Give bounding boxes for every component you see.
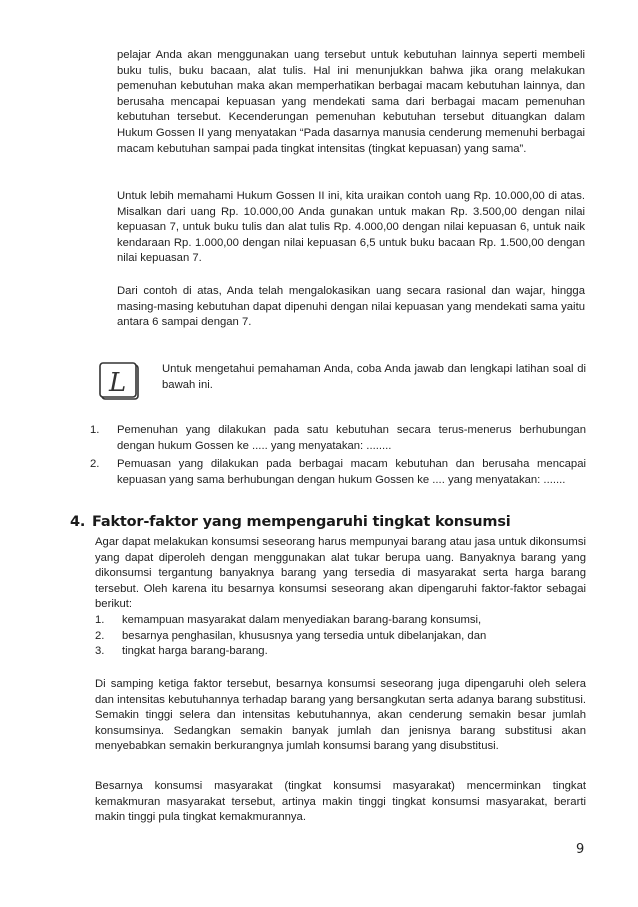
conclusion-block: [117, 284, 585, 331]
paragraph-conclusion: Dari contoh di atas, Anda telah mengalokasikan uang secara rasional dan wajar, hingga masing-masing kebutuhan dapat dipenuhi dengan nilai kepuasan yang mendekati sama yaitu antara 6 sampai dengan 7.: [117, 285, 585, 329]
section-title: Faktor-faktor yang mempengaruhi tingkat konsumsi: [92, 514, 511, 530]
factor-number: 3.: [95, 645, 105, 658]
factor-number: 1.: [95, 613, 105, 626]
section-paragraph-intro: Agar dapat melakukan konsumsi seseorang harus mempunyai barang atau jasa untuk dikonsumsi yang dapat diperoleh dengan menggunakan alat tukar berupa uang. Banyaknya barang yang dikonsumsi tergantung banyaknya barang yang tersedia di masyarakat serta harga barang tersebut. Oleh karena itu besarnya konsumsi seseorang akan dipengaruhi faktor-faktor sebagai berikut:: [95, 536, 586, 611]
question-text: Pemenuhan yang dilakukan pada satu kebutuhan secara terus-menerus berhubungan dengan hukum Gossen ke ..... yang menyatakan: ........: [117, 424, 586, 452]
section-closing-block: [95, 779, 586, 826]
question-number: 1.: [90, 424, 100, 436]
factor-text: tingkat harga barang-barang.: [122, 645, 268, 658]
factor-list-item: [95, 613, 586, 629]
factor-number: 2.: [95, 629, 105, 642]
factor-text: besarnya penghasilan, khususnya yang tersedia untuk dibelanjakan, dan: [122, 629, 487, 642]
section-paragraph-substitution: Di samping ketiga faktor tersebut, besarnya konsumsi seseorang juga dipengaruhi oleh selera dan intensitas kebutuhannya terhadap barang yang bersangkutan serta adanya barang substitusi. Semakin tinggi selera dan intensitas kebutuhannya, akan cenderung semakin besar jumlah konsumsinya. Sedangkan semakin banyak jumlah dan jenisnya barang substitusi akan menyebabkan semakin berkurangnya jumlah konsumsi barang yang disubstitusi.: [95, 678, 586, 753]
exercise-questions: [90, 423, 586, 491]
top-text-block: [117, 48, 585, 157]
example-block: [117, 189, 585, 267]
factor-list-item: [95, 629, 586, 645]
question-number: 2.: [90, 458, 100, 471]
question-text: Pemuasan yang dilakukan pada berbagai macam kebutuhan dan berusaha mencapai kepuasan yang sama berhubungan dengan hukum Gossen ke .... yang menyatakan: .......: [117, 458, 586, 486]
section-number: 4.: [70, 514, 86, 530]
page-number: 9: [576, 842, 585, 857]
section-heading: [70, 514, 511, 530]
question-item: [90, 423, 586, 454]
paragraph-example: Untuk lebih memahami Hukum Gossen II ini, kita uraikan contoh uang Rp. 10.000,00 di atas. Misalkan dari uang Rp. 10.000,00 Anda gunakan untuk makan Rp. 3.500,00 dengan nilai kepuasan 7, untuk buku tulis dan alat tulis Rp. 4.000,00 dengan nilai kepuasan 6, untuk naik kendaraan Rp. 1.000,00 dengan nilai kepuasan 6,5 untuk buku bacaan Rp. 1.500,00 dengan nilai kepuasan 7.: [117, 190, 585, 265]
exercise-intro: Untuk mengetahui pemahaman Anda, coba Anda jawab dan lengkapi latihan soal di bawah ini.: [162, 363, 586, 391]
factor-list-item: [95, 644, 586, 660]
svg-text:L: L: [109, 368, 127, 398]
paragraph-gossen-ii: pelajar Anda akan menggunakan uang tersebut untuk kebutuhan lainnya seperti membeli buku tulis, buku bacaan, alat tulis. Hal ini menunjukkan bahwa jika orang melakukan pemenuhan kebutuhan maka akan memperhatikan berbagai macam kebutuhan lainnya, dan berusaha mencapai kepuasan yang mendekati sama dari berbagai macam pemenuhan kebutuhan tersebut. Kecenderungan pemenuhan kebutuhan tersebut dituangkan dalam Hukum Gossen II yang menyatakan “Pada dasarnya manusia cenderung memenuhi berbagai macam kebutuhan sampai pada tingkat intensitas (tingkat kepuasan) yang sama”.: [117, 49, 585, 155]
question-item: [90, 457, 586, 488]
section-body: [95, 535, 586, 660]
factor-text: kemampuan masyarakat dalam menyediakan barang-barang konsumsi,: [122, 613, 482, 626]
exercise-pen-icon: [98, 360, 142, 402]
section-paragraph-block: [95, 677, 586, 755]
section-paragraph-prosperity: Besarnya konsumsi masyarakat (tingkat konsumsi masyarakat) mencerminkan tingkat kemakmuran masyarakat tersebut, artinya makin tinggi tingkat konsumsi masyarakat, berarti makin tinggi pula tingkat kemakmurannya.: [95, 780, 586, 824]
